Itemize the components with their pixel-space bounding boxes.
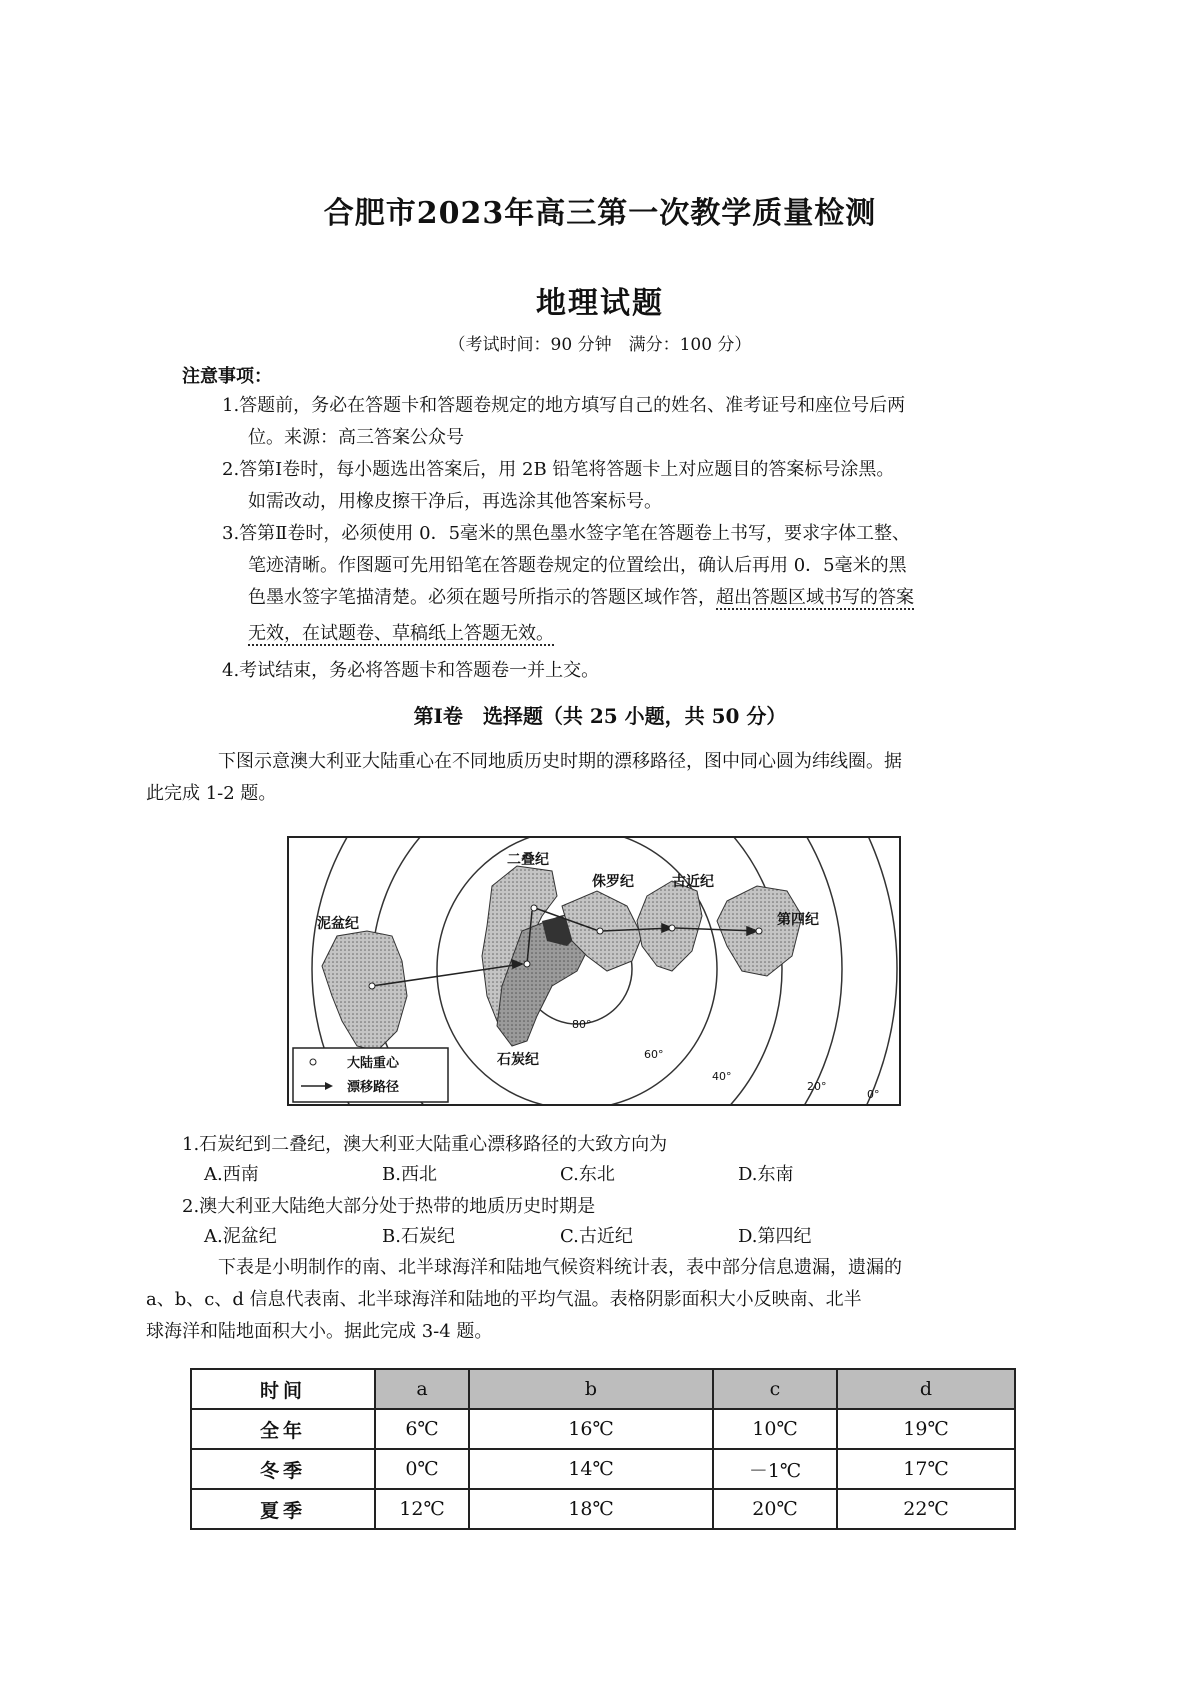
intro-paragraph-2: 下表是小明制作的南、北半球海洋和陆地气候资料统计表，表中部分信息遗漏，遗漏的 a、b、c、d 信息代表南、北半球海洋和陆地的平均气温。表格阴影面积大小反映南、北半 球海洋和陆地面积大小。据此完成 3-4 题。 <box>146 1257 902 1342</box>
q1-option-d: D.东南 <box>738 1164 794 1185</box>
lat-label-20: 20° <box>807 1080 827 1093</box>
label-permian: 二叠纪 <box>507 852 549 868</box>
notice-item-4: 4.考试结束，务必将答题卡和答题卷一并上交。 <box>222 660 600 681</box>
q2-option-c: C.古近纪 <box>560 1226 633 1247</box>
question-1-stem: 1.石炭纪到二叠纪，澳大利亚大陆重心漂移路径的大致方向为 <box>182 1134 668 1155</box>
table-row: 冬季 0℃ 14℃ －1℃ 17℃ <box>191 1449 1015 1489</box>
table-header-cell: a <box>375 1369 469 1409</box>
label-quaternary: 第四纪 <box>777 912 819 928</box>
notice-item-3: 3.答第Ⅱ卷时，必须使用 0．5毫米的黑色墨水签字笔在答题卷上书写，要求字体工整、 笔迹清晰。作图题可先用铅笔在答题卷规定的位置绘出，确认后再用 0．5毫米的黑 色墨水签字笔描清楚。必须在题号所指示的答题区域作答，超出答题区域书写的答案 无效，在试题卷、草稿纸上答题无效。 <box>222 523 914 644</box>
table-row: 夏季 12℃ 18℃ 20℃ 22℃ <box>191 1489 1015 1529</box>
q2-option-d: D.第四纪 <box>738 1226 812 1247</box>
q1-option-c: C.东北 <box>560 1164 615 1185</box>
q1-option-a: A.西南 <box>204 1164 259 1185</box>
legend-center-label: 大陆重心 <box>347 1056 400 1071</box>
section-title: 第Ⅰ卷 选择题（共 25 小题，共 50 分） <box>413 704 787 728</box>
table-header-row <box>191 1369 1015 1409</box>
climate-table <box>190 1368 1016 1530</box>
question-1-options <box>204 1160 1004 1186</box>
notice-item-1: 1.答题前，务必在答题卡和答题卷规定的地方填写自己的姓名、准考证号和座位号后两 位。来源：高三答案公众号 <box>222 395 906 448</box>
exam-info: （考试时间：90 分钟 满分：100 分） <box>448 335 752 355</box>
table-row: 全年 6℃ 16℃ 10℃ 19℃ <box>191 1409 1015 1449</box>
legend-path-label: 漂移路径 <box>347 1080 400 1095</box>
notice-item-2: 2.答第Ⅰ卷时，每小题选出答案后，用 2B 铅笔将答题卡上对应题目的答案标号涂黑。 如需改动，用橡皮擦干净后，再选涂其他答案标号。 <box>222 459 895 512</box>
label-paleogene: 古近纪 <box>672 874 714 890</box>
q2-option-b: B.石炭纪 <box>382 1226 455 1247</box>
notice-heading: 注意事项： <box>182 366 272 387</box>
question-2-stem: 2.澳大利亚大陆绝大部分处于热带的地质历史时期是 <box>182 1196 596 1217</box>
lat-label-0: 0° <box>867 1088 880 1101</box>
exam-title: 合肥市2023年高三第一次教学质量检测 <box>323 196 877 231</box>
intro-paragraph-1: 下图示意澳大利亚大陆重心在不同地质历史时期的漂移路径，图中同心圆为纬线圈。据 此完成 1-2 题。 <box>146 751 902 804</box>
q2-option-a: A.泥盆纪 <box>204 1226 277 1247</box>
subject-title: 地理试题 <box>536 286 664 321</box>
table-header-cell: c <box>713 1369 837 1409</box>
lat-label-80: 80° <box>572 1018 592 1031</box>
table-header-cell: b <box>469 1369 713 1409</box>
q1-option-b: B.西北 <box>382 1164 437 1185</box>
table-header-cell: d <box>837 1369 1015 1409</box>
question-2-options <box>204 1222 1004 1248</box>
label-carboniferous: 石炭纪 <box>497 1052 539 1068</box>
drift-map <box>287 836 901 1106</box>
label-devonian: 泥盆纪 <box>317 916 359 932</box>
legend-center-marker <box>310 1059 316 1065</box>
lat-label-60: 60° <box>644 1048 664 1061</box>
table-header-cell: 时间 <box>191 1369 375 1409</box>
label-jurassic: 侏罗纪 <box>592 874 634 890</box>
lat-label-40: 40° <box>712 1070 732 1083</box>
